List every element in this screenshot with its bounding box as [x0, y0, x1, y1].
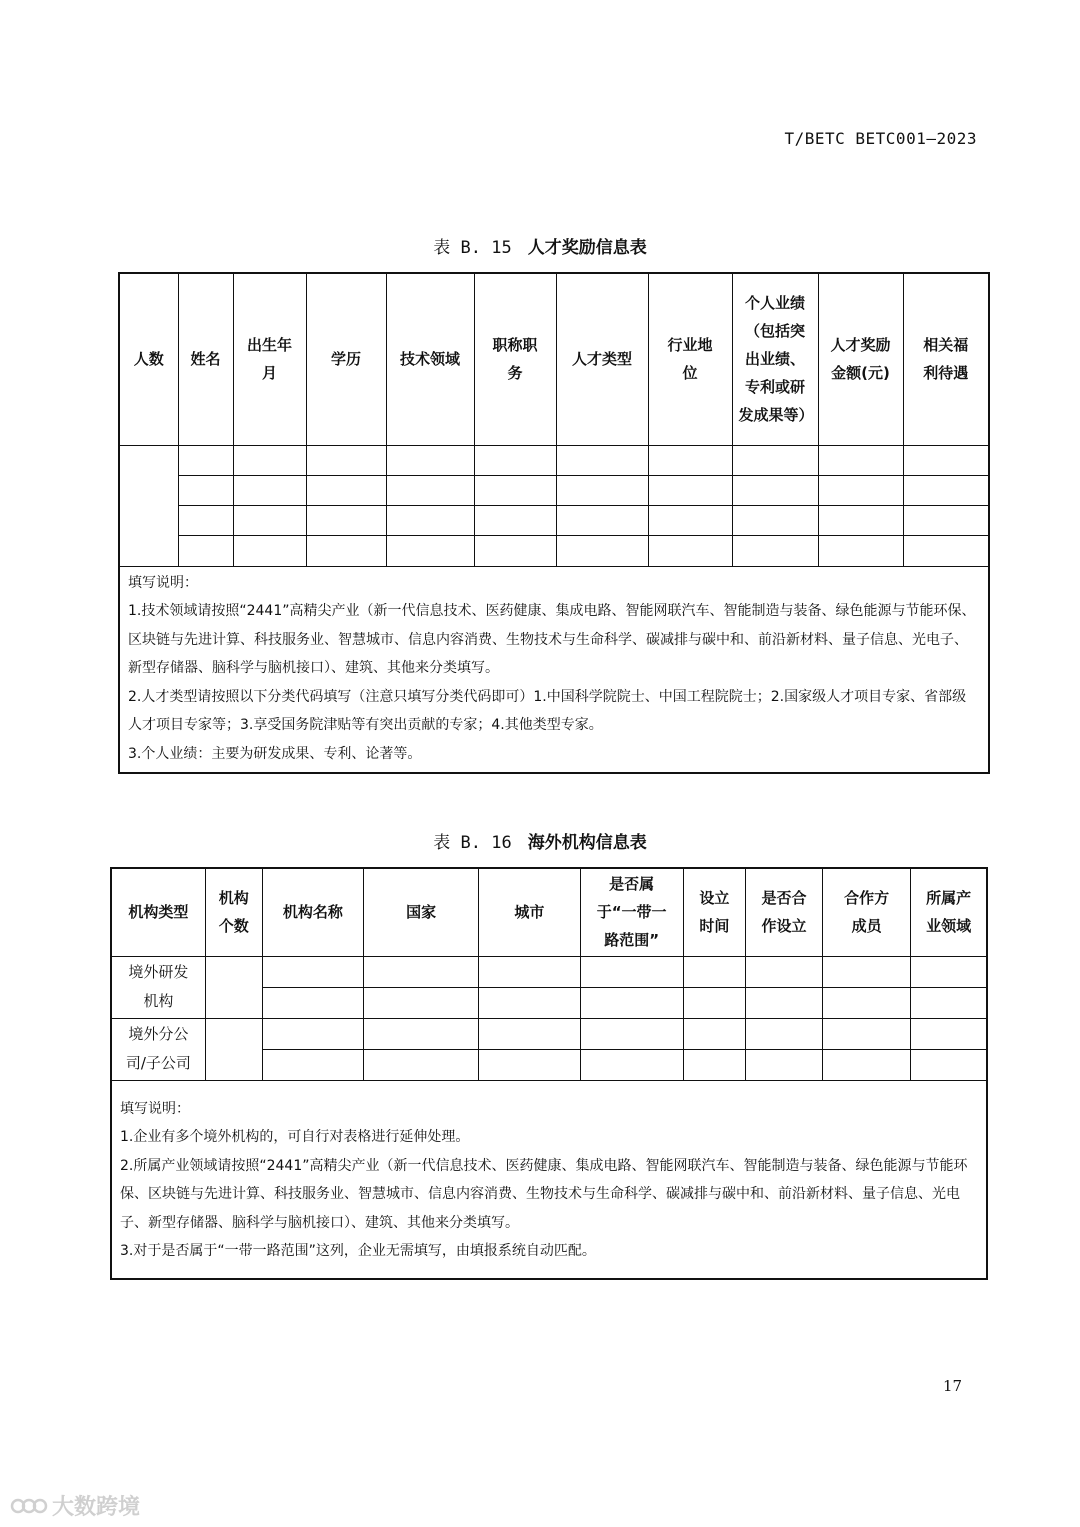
table-row [111, 1018, 987, 1049]
document-code: T/BETC BETC001—2023 [784, 129, 977, 148]
empty-cell[interactable] [233, 475, 306, 505]
header-cell: 合作方成员 [823, 868, 911, 956]
note-item: 3.个人业绩：主要为研发成果、专利、论著等。 [128, 745, 422, 762]
talent-award-table [118, 272, 990, 774]
note-item: 1.技术领域请按照“2441”高精尖产业（新一代信息技术、医药健康、集成电路、智能网联汽车、智能制造与装备、绿色能源与节能环保、区块链与先进计算、科技服务业、智慧城市、信息内容消费、生物技术与生命科学、碳减排与碳中和、前沿新材料、量子信息、光电子、新型存储器、脑科学与脑机接口）、建筑、其他来分类填写。 [128, 603, 976, 676]
empty-cell[interactable] [732, 505, 818, 535]
institution-type-cell: 境外分公司/子公司 [111, 1018, 205, 1080]
empty-cell[interactable] [364, 1049, 479, 1080]
fill-instructions [119, 566, 989, 773]
empty-cell[interactable] [474, 535, 556, 566]
empty-cell[interactable] [556, 535, 648, 566]
empty-cell[interactable] [648, 475, 732, 505]
empty-cell[interactable] [823, 1018, 911, 1049]
caption-title: 人才奖励信息表 [527, 238, 647, 258]
header-cell: 学历 [306, 273, 386, 445]
empty-cell[interactable] [233, 505, 306, 535]
empty-cell[interactable] [205, 956, 262, 1018]
empty-cell[interactable] [364, 987, 479, 1018]
empty-cell[interactable] [479, 1049, 580, 1080]
empty-cell[interactable] [911, 1049, 987, 1080]
header-cell: 是否属于“一带一路范围” [580, 868, 683, 956]
notes-row [119, 566, 989, 773]
empty-cell[interactable] [745, 956, 822, 987]
empty-cell[interactable] [386, 445, 474, 475]
note-item: 2.人才类型请按照以下分类代码填写（注意只填写分类代码即可）1.中国科学院院士、中国工程院院士；2.国家级人才项目专家、省部级人才项目专家等；3.享受国务院津贴等有突出贡献的专家；4.其他类型专家。 [128, 688, 967, 733]
empty-cell[interactable] [262, 1049, 363, 1080]
header-cell: 所属产业领域 [911, 868, 987, 956]
header-cell: 人才奖励金额(元) [818, 273, 903, 445]
empty-cell[interactable] [745, 1049, 822, 1080]
header-cell: 姓名 [178, 273, 233, 445]
empty-cell[interactable] [364, 1018, 479, 1049]
notes-row [111, 1080, 987, 1279]
empty-cell[interactable] [205, 1018, 262, 1080]
empty-cell[interactable] [818, 505, 903, 535]
empty-cell[interactable] [823, 956, 911, 987]
empty-cell[interactable] [818, 445, 903, 475]
empty-cell[interactable] [911, 956, 987, 987]
caption-number: 表 B. 15 [433, 238, 512, 258]
empty-cell[interactable] [556, 475, 648, 505]
empty-cell[interactable] [178, 535, 233, 566]
empty-cell[interactable] [683, 1049, 745, 1080]
header-cell: 机构类型 [111, 868, 205, 956]
institution-type-cell: 境外研发机构 [111, 956, 205, 1018]
header-cell: 是否合作设立 [745, 868, 822, 956]
empty-cell[interactable] [386, 475, 474, 505]
empty-cell[interactable] [233, 445, 306, 475]
empty-cell[interactable] [732, 445, 818, 475]
empty-cell[interactable] [556, 505, 648, 535]
empty-cell[interactable] [364, 956, 479, 987]
empty-cell[interactable] [262, 987, 363, 1018]
empty-cell[interactable] [648, 535, 732, 566]
header-row [119, 273, 989, 445]
watermark [10, 1490, 140, 1521]
note-item: 2.所属产业领域请按照“2441”高精尖产业（新一代信息技术、医药健康、集成电路、智能网联汽车、智能制造与装备、绿色能源与节能环保、区块链与先进计算、科技服务业、智慧城市、信息内容消费、生物技术与生命科学、碳减排与碳中和、前沿新材料、量子信息、光电子、新型存储器、脑科学与脑机接口）、建筑、其他来分类填写。 [120, 1157, 968, 1231]
table-row [119, 535, 989, 566]
empty-cell[interactable] [648, 505, 732, 535]
header-cell: 行业地位 [648, 273, 732, 445]
header-cell: 机构个数 [205, 868, 262, 956]
empty-cell[interactable] [903, 445, 989, 475]
empty-cell[interactable] [818, 475, 903, 505]
empty-cell[interactable] [479, 987, 580, 1018]
empty-cell[interactable] [474, 475, 556, 505]
empty-cell[interactable] [262, 956, 363, 987]
header-cell: 出生年月 [233, 273, 306, 445]
empty-cell[interactable] [903, 535, 989, 566]
empty-cell[interactable] [911, 1018, 987, 1049]
empty-cell[interactable] [903, 475, 989, 505]
table-b15-caption [0, 233, 1080, 258]
header-cell: 城市 [479, 868, 580, 956]
empty-cell[interactable] [233, 535, 306, 566]
empty-cell[interactable] [683, 1018, 745, 1049]
empty-cell[interactable] [911, 987, 987, 1018]
empty-cell[interactable] [648, 445, 732, 475]
empty-cell[interactable] [683, 956, 745, 987]
table-row [119, 505, 989, 535]
empty-cell[interactable] [178, 505, 233, 535]
empty-cell[interactable] [178, 475, 233, 505]
empty-cell[interactable] [818, 535, 903, 566]
notes-title: 填写说明： [128, 574, 198, 591]
empty-cell[interactable] [580, 956, 683, 987]
note-item: 1.企业有多个境外机构的，可自行对表格进行延伸处理。 [120, 1129, 470, 1145]
empty-cell[interactable] [386, 535, 474, 566]
header-cell: 人数 [119, 273, 178, 445]
table-row [119, 475, 989, 505]
table-b16-caption [0, 828, 1080, 853]
caption-title: 海外机构信息表 [527, 833, 647, 853]
empty-cell[interactable] [745, 987, 822, 1018]
empty-cell[interactable] [580, 1018, 683, 1049]
caption-number: 表 B. 16 [433, 833, 512, 853]
header-cell: 人才类型 [556, 273, 648, 445]
header-cell: 相关福利待遇 [903, 273, 989, 445]
header-cell: 国家 [364, 868, 479, 956]
empty-cell[interactable] [683, 987, 745, 1018]
empty-cell[interactable] [474, 505, 556, 535]
empty-cell[interactable] [474, 445, 556, 475]
header-cell: 个人业绩（包括突出业绩、专利或研发成果等） [732, 273, 818, 445]
empty-cell[interactable] [306, 445, 386, 475]
empty-cell[interactable] [479, 956, 580, 987]
page-number: 17 [943, 1377, 963, 1395]
empty-cell[interactable] [479, 1018, 580, 1049]
note-item: 3.对于是否属于“一带一路范围”这列，企业无需填写，由填报系统自动匹配。 [120, 1243, 596, 1259]
empty-cell[interactable] [306, 505, 386, 535]
notes-title: 填写说明： [120, 1100, 190, 1117]
empty-cell[interactable] [178, 445, 233, 475]
empty-cell[interactable] [119, 445, 178, 566]
header-cell: 机构名称 [262, 868, 363, 956]
header-row [111, 868, 987, 956]
empty-cell[interactable] [262, 1018, 363, 1049]
empty-cell[interactable] [386, 505, 474, 535]
empty-cell[interactable] [745, 1018, 822, 1049]
watermark-logo-icon [10, 1494, 48, 1518]
header-cell: 设立时间 [683, 868, 745, 956]
header-cell: 技术领域 [386, 273, 474, 445]
empty-cell[interactable] [823, 1049, 911, 1080]
table-row [111, 956, 987, 987]
overseas-institution-table [110, 867, 988, 1280]
fill-instructions [111, 1080, 987, 1279]
header-cell: 职称职务 [474, 273, 556, 445]
empty-cell[interactable] [556, 445, 648, 475]
empty-cell[interactable] [732, 475, 818, 505]
table-row [119, 445, 989, 475]
empty-cell[interactable] [306, 475, 386, 505]
empty-cell[interactable] [306, 535, 386, 566]
empty-cell[interactable] [732, 535, 818, 566]
empty-cell[interactable] [580, 1049, 683, 1080]
watermark-text: 大数跨境 [52, 1495, 141, 1520]
empty-cell[interactable] [580, 987, 683, 1018]
empty-cell[interactable] [903, 505, 989, 535]
empty-cell[interactable] [823, 987, 911, 1018]
